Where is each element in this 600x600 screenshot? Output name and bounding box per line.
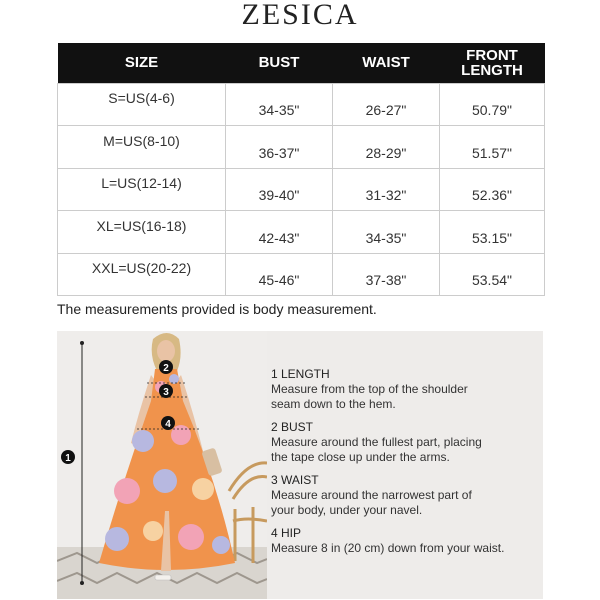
legend-item-bust <box>271 420 536 465</box>
length-cell: 53.15" <box>440 211 545 254</box>
model-photo <box>57 331 267 599</box>
length-cell: 52.36" <box>440 168 545 211</box>
marker-3-label: 3 <box>163 387 169 398</box>
model-face <box>157 340 175 362</box>
bust-cell: 36-37" <box>226 126 333 169</box>
dress-flower <box>132 430 154 452</box>
size-cell: S=US(4-6) <box>58 83 226 126</box>
waist-cell: 28-29" <box>333 126 440 169</box>
guide-end-dot <box>80 581 84 585</box>
legend-desc-line: the tape close up under the arms. <box>271 450 450 464</box>
bust-cell: 34-35" <box>226 83 333 126</box>
header-bust: BUST <box>226 43 333 83</box>
legend-desc-line: Measure 8 in (20 cm) down from your waist. <box>271 541 505 555</box>
length-cell: 51.57" <box>440 126 545 169</box>
legend-title: 1 LENGTH <box>271 367 330 381</box>
waist-cell: 31-32" <box>333 168 440 211</box>
bust-cell: 42-43" <box>226 211 333 254</box>
legend-title: 4 HIP <box>271 526 302 540</box>
legend-item-waist <box>271 473 536 518</box>
length-cell: 53.54" <box>440 253 545 296</box>
measurement-note: The measurements provided is body measurement. <box>57 301 377 317</box>
legend-desc-line: Measure around the fullest part, placing <box>271 435 482 449</box>
bust-cell: 39-40" <box>226 168 333 211</box>
legend-desc-line: Measure from the top of the shoulder <box>271 382 468 396</box>
measurement-guide-panel <box>57 331 543 599</box>
sandal <box>155 575 171 580</box>
header-front-length-text: FRONT LENGTH <box>461 46 523 79</box>
legend-desc-line: your body, under your navel. <box>271 503 423 517</box>
size-cell: XL=US(16-18) <box>58 211 226 254</box>
measurement-legend <box>271 367 536 564</box>
guide-end-dot <box>80 341 84 345</box>
legend-title: 3 WAIST <box>271 473 319 487</box>
dress-flower <box>169 374 179 384</box>
marker-1-label: 1 <box>65 453 71 464</box>
legend-item-hip <box>271 526 536 556</box>
waist-cell: 26-27" <box>333 83 440 126</box>
marker-2 <box>159 360 173 374</box>
table-row <box>58 126 545 169</box>
length-cell: 50.79" <box>440 83 545 126</box>
waist-cell: 34-35" <box>333 211 440 254</box>
marker-4-label: 4 <box>165 419 171 430</box>
dress-flower <box>192 478 214 500</box>
table-row <box>58 83 545 126</box>
legend-item-length <box>271 367 536 412</box>
header-size: SIZE <box>58 43 226 83</box>
bust-cell: 45-46" <box>226 253 333 296</box>
dress-flower <box>105 527 129 551</box>
dress-flower <box>178 524 204 550</box>
dress-flower <box>114 478 140 504</box>
brand-logo: ZESICA <box>241 0 359 31</box>
waist-cell: 37-38" <box>333 253 440 296</box>
legend-desc-line: Measure around the narrowest part of <box>271 488 472 502</box>
marker-2-label: 2 <box>163 363 169 374</box>
header-front-length <box>440 43 545 83</box>
dress-flower <box>171 425 191 445</box>
legend-title: 2 BUST <box>271 420 314 434</box>
table-header-row <box>58 43 545 83</box>
size-chart-table <box>57 43 545 296</box>
size-cell: M=US(8-10) <box>58 126 226 169</box>
legend-desc-line: seam down to the hem. <box>271 397 396 411</box>
marker-4 <box>161 416 175 430</box>
table-row <box>58 211 545 254</box>
dress-flower <box>153 469 177 493</box>
table-row <box>58 253 545 296</box>
header-waist: WAIST <box>333 43 440 83</box>
dress-flower <box>212 536 230 554</box>
size-cell: XXL=US(20-22) <box>58 253 226 296</box>
marker-1 <box>61 450 75 464</box>
marker-3 <box>159 384 173 398</box>
size-cell: L=US(12-14) <box>58 168 226 211</box>
table-row <box>58 168 545 211</box>
dress-flower <box>143 521 163 541</box>
